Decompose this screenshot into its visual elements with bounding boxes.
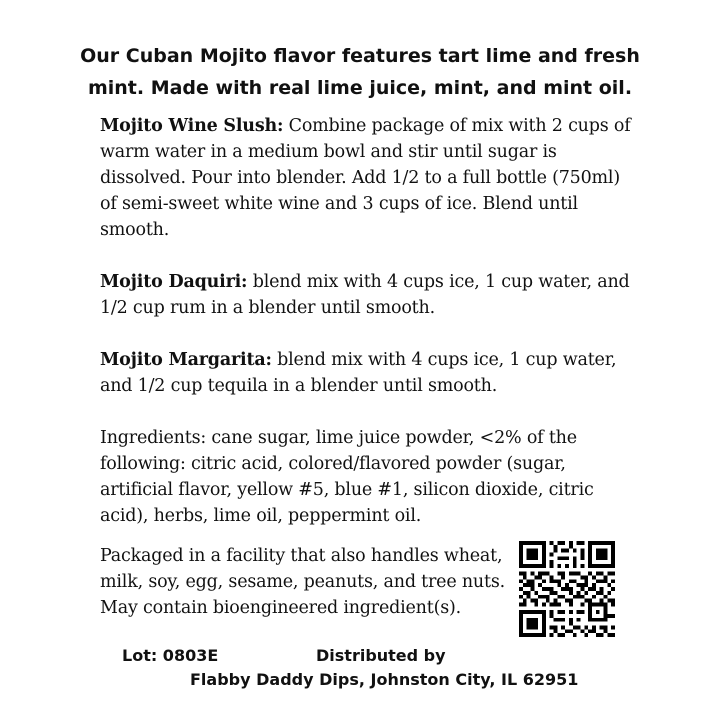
intro-line-2: mint. Made with real lime juice, mint, and mint oil.: [87, 77, 633, 99]
allergen-line-3: May contain bioengineered ingredient(s).: [100, 598, 461, 618]
recipe-title: Mojito Wine Slush:: [100, 116, 284, 136]
intro-heading: [60, 40, 660, 104]
lot-number: Lot: 0803E: [122, 646, 219, 665]
recipe-margarita: [100, 347, 640, 399]
allergen-line-2: milk, soy, egg, sesame, peanuts, and tree nuts.: [100, 572, 505, 592]
recipe-text: blend mix with 4 cups ice, 1 cup water, and 1/2 cup rum in a blender until smooth.: [100, 272, 630, 318]
recipe-wine-slush: [100, 113, 640, 243]
company-address: Flabby Daddy Dips, Johnston City, IL 62951: [190, 670, 579, 689]
recipe-daquiri: [100, 269, 640, 321]
recipe-text: Combine package of mix with 2 cups of warm water in a medium bowl and stir until sugar is dissolved. Pour into blender. Add 1/2 to a full bottle (750ml) of semi-sweet white wine and 3 cups of ice. Blend until smooth.: [100, 116, 631, 240]
recipe-title: Mojito Margarita:: [100, 350, 272, 370]
allergen-statement: [100, 543, 510, 621]
distributed-by-label: Distributed by: [316, 646, 446, 665]
qr-code-icon[interactable]: [519, 541, 615, 637]
ingredients-list: Ingredients: cane sugar, lime juice powder, <2% of the following: citric acid, colored/flavored powder (sugar, artificial flavor, yellow #5, blue #1, silicon dioxide, citric acid), herbs, lime oil, peppermint oil.: [100, 428, 594, 526]
recipe-title: Mojito Daquiri:: [100, 272, 248, 292]
recipe-text: blend mix with 4 cups ice, 1 cup water, and 1/2 cup tequila in a blender until smooth.: [100, 350, 617, 396]
intro-line-1: Our Cuban Mojito flavor features tart lime and fresh: [80, 45, 640, 67]
recipes-section: [100, 113, 640, 555]
allergen-line-1: Packaged in a facility that also handles wheat,: [100, 546, 503, 566]
